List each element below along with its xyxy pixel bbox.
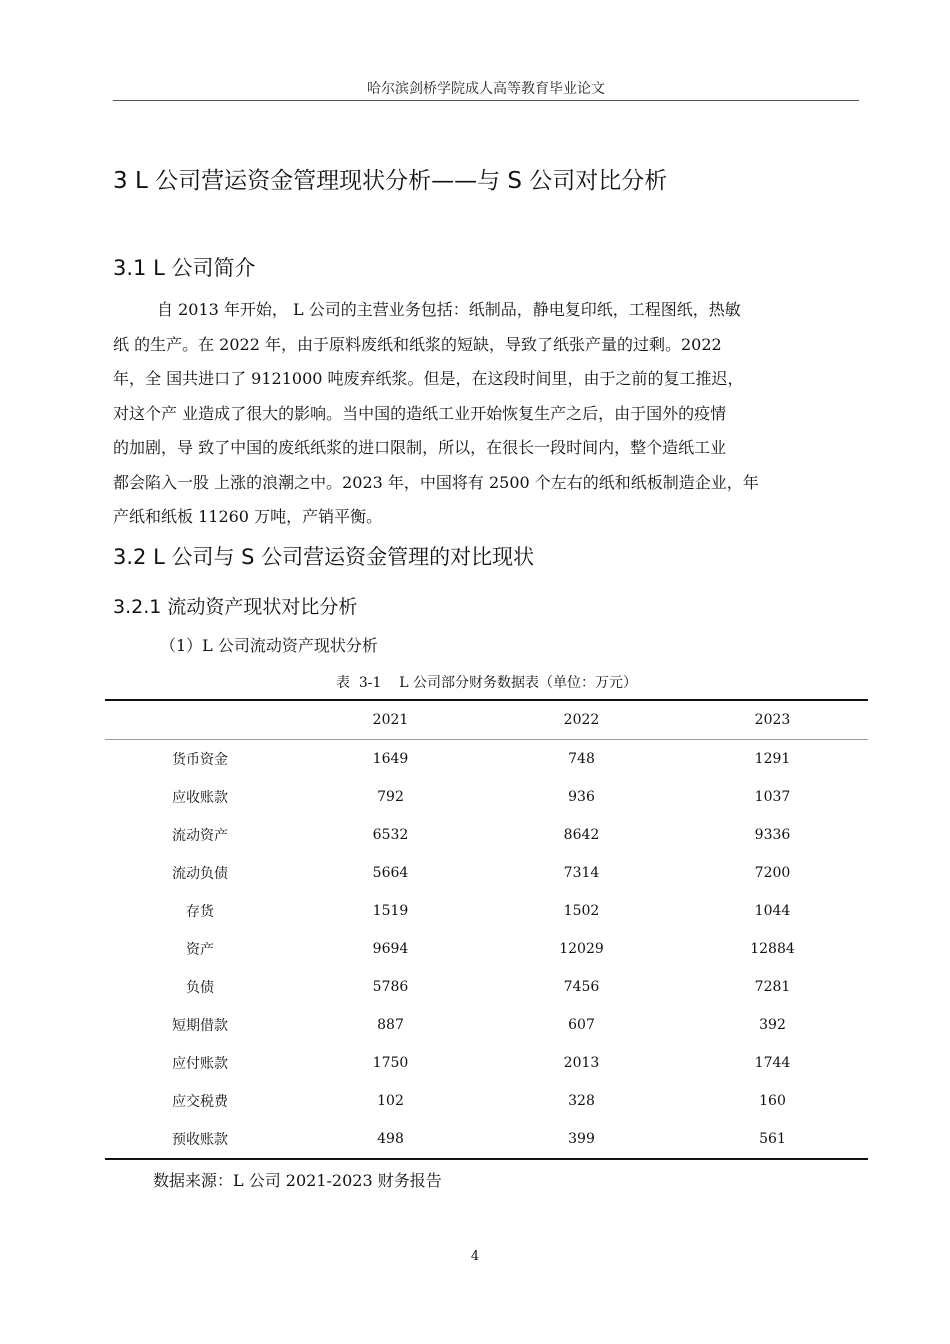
table-cell: 1291 [754, 751, 791, 767]
row-label: 应交税费 [172, 1094, 228, 1110]
header-rule [113, 100, 859, 101]
table-cell: 8642 [563, 827, 600, 843]
table-row [105, 1082, 868, 1120]
table-row [105, 740, 868, 779]
row-label: 存货 [186, 904, 214, 920]
table-row [105, 816, 868, 854]
column-header: 2023 [754, 712, 791, 728]
paragraph-line: 纸 的生产。在 2022 年，由于原料废纸和纸浆的短缺，导致了纸张产量的过剩。2022 [113, 334, 722, 354]
paragraph-line: 对这个产 业造成了很大的影响。当中国的造纸工业开始恢复生产之后，由于国外的疫情 [113, 403, 727, 423]
table-row [105, 778, 868, 816]
table-row [105, 1044, 868, 1082]
table-header-row [105, 700, 868, 740]
paragraph-line: 都会陷入一股 上涨的浪潮之中。2023 年，中国将有 2500 个左右的纸和纸板制造企业，年 [113, 472, 759, 492]
table-row [105, 1120, 868, 1159]
table-cell: 7281 [754, 979, 791, 995]
table-cell: 1750 [372, 1055, 409, 1071]
column-header: 2021 [372, 712, 409, 728]
table-cell: 561 [759, 1131, 786, 1147]
table-cell: 7200 [754, 865, 791, 881]
table-cell: 392 [759, 1017, 786, 1033]
table-cell: 1044 [754, 903, 791, 919]
table-cell: 748 [568, 751, 595, 767]
paragraph-line: 自 2013 年开始， L 公司的主营业务包括：纸制品，静电复印纸，工程图纸，热敏 [157, 300, 741, 319]
row-label: 负债 [186, 980, 214, 996]
table-cell: 1519 [372, 903, 409, 919]
table-cell: 607 [568, 1017, 595, 1033]
table-cell: 1037 [754, 789, 791, 805]
data-source-note: 数据来源：L 公司 2021-2023 财务报告 [153, 1171, 442, 1190]
page-number: 4 [470, 1249, 480, 1264]
chapter-heading: 3 L 公司营运资金管理现状分析——与 S 公司对比分析 [113, 168, 668, 194]
table-caption: 表 3-1 L 公司部分财务数据表（单位：万元） [336, 675, 637, 691]
row-label: 预收账款 [172, 1132, 228, 1148]
table-cell: 887 [377, 1017, 404, 1033]
table-cell: 1502 [563, 903, 600, 919]
paragraph-line: 产纸和纸板 11260 万吨，产销平衡。 [113, 507, 383, 526]
subsection-label: （1）L 公司流动资产现状分析 [160, 636, 378, 655]
section-heading-3-1: 3.1 L 公司简介 [113, 256, 256, 280]
table-cell: 1744 [754, 1055, 791, 1071]
column-header: 2022 [563, 712, 600, 728]
row-label: 货币资金 [172, 752, 228, 768]
row-label: 应收账款 [172, 790, 228, 806]
financial-data-table [105, 699, 868, 1160]
running-header: 哈尔滨剑桥学院成人高等教育毕业论文 [367, 81, 605, 97]
table-row [105, 968, 868, 1006]
table-cell: 2013 [563, 1055, 600, 1071]
table-row [105, 930, 868, 968]
section-heading-3-2: 3.2 L 公司与 S 公司营运资金管理的对比现状 [113, 545, 535, 569]
table-cell: 936 [568, 789, 595, 805]
table-row [105, 892, 868, 930]
table-cell: 1649 [372, 751, 409, 767]
table-cell: 5786 [372, 979, 409, 995]
table-cell: 7456 [563, 979, 600, 995]
paragraph-line: 的加剧，导 致了中国的废纸纸浆的进口限制，所以，在很长一段时间内，整个造纸工业 [113, 438, 727, 457]
row-label: 资产 [186, 942, 214, 958]
company-intro-paragraph [113, 293, 859, 535]
table-cell: 792 [377, 789, 404, 805]
row-label: 流动负债 [172, 866, 228, 882]
table-cell: 5664 [372, 865, 409, 881]
section-heading-3-2-1: 3.2.1 流动资产现状对比分析 [113, 596, 358, 618]
table-cell: 328 [568, 1093, 595, 1109]
table-cell: 12029 [559, 941, 604, 957]
table-row [105, 854, 868, 892]
table-cell: 399 [568, 1131, 595, 1147]
table-cell: 7314 [563, 865, 600, 881]
table-cell: 12884 [750, 941, 795, 957]
column-header [105, 700, 295, 740]
table-cell: 6532 [372, 827, 409, 843]
paragraph-line: 年，全 国共进口了 9121000 吨废弃纸浆。但是，在这段时间里，由于之前的复工推迟， [113, 369, 744, 388]
row-label: 流动资产 [172, 828, 228, 844]
table-cell: 498 [377, 1131, 404, 1147]
table-cell: 9694 [372, 941, 409, 957]
table-row [105, 1006, 868, 1044]
row-label: 短期借款 [172, 1018, 228, 1034]
table-cell: 160 [759, 1093, 786, 1109]
table-cell: 9336 [754, 827, 791, 843]
table-cell: 102 [377, 1093, 404, 1109]
row-label: 应付账款 [172, 1056, 228, 1072]
